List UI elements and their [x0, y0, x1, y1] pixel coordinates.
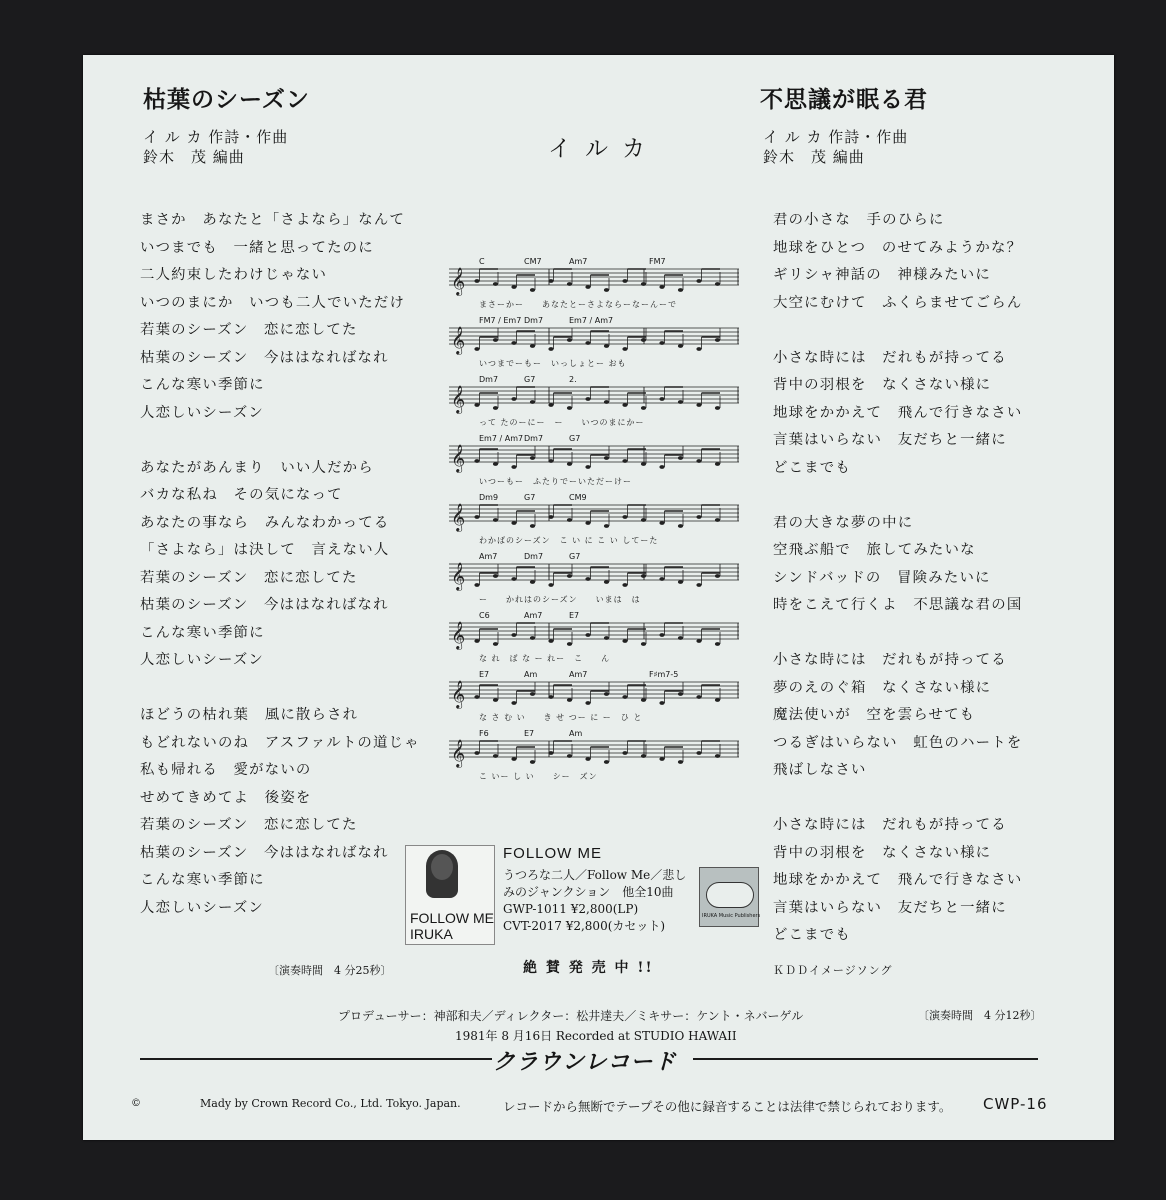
note-head: [641, 338, 646, 342]
staff-lines: [449, 255, 739, 299]
album-detail-line: みのジャンクション 他全10曲: [503, 885, 674, 899]
note-head: [474, 279, 479, 283]
note-head: [641, 406, 646, 410]
note-head: [622, 347, 627, 351]
treble-clef-icon: 𝄞: [451, 444, 466, 472]
note-head: [530, 400, 535, 404]
note-head: [678, 344, 683, 348]
lyric-line: こんな寒い季節に: [140, 624, 265, 641]
note-head: [622, 279, 627, 283]
staff-system: [449, 491, 744, 550]
chord-symbol: F6: [479, 729, 489, 738]
staff-lines: [449, 668, 739, 712]
staff-system: [449, 314, 744, 373]
note-head: [622, 583, 627, 587]
note-head: [585, 341, 590, 345]
note-head: [530, 524, 535, 528]
lyric-line: つるぎはいらない 虹色のハートを: [773, 734, 1023, 751]
note-head: [548, 751, 553, 755]
staff-system: [449, 373, 744, 432]
note-head: [715, 406, 720, 410]
catalog-number: CWP-16: [983, 1095, 1048, 1113]
album-cover-title: FOLLOW ME: [410, 910, 495, 926]
lyric-line: ほどうの枯れ葉 風に散らされ: [140, 707, 359, 723]
lyric-syllables: わかばのシーズン こ い に こ い してーた: [479, 536, 659, 545]
note-head: [678, 400, 683, 404]
note-head: [604, 456, 609, 460]
note-head: [548, 347, 553, 351]
note-head: [678, 636, 683, 640]
chord-symbol: E7: [569, 611, 580, 620]
chord-symbol: Am7: [569, 257, 588, 266]
album-cover-photo: [405, 845, 495, 945]
note-head: [678, 288, 683, 292]
note-head: [567, 754, 572, 758]
note-head: [678, 580, 683, 584]
album-detail-line: CVT-2017 ¥2,800(カセット): [503, 919, 666, 933]
note-head: [530, 760, 535, 764]
chord-symbol: C: [479, 257, 485, 266]
lyric-line: 背中の羽根を なくさない様に: [773, 844, 992, 861]
note-head: [567, 462, 572, 466]
note-head: [622, 515, 627, 519]
lyric-line: 背中の羽根を なくさない様に: [773, 377, 992, 393]
note-head: [715, 518, 720, 522]
lyric-line: 君の大きな夢の中に: [773, 514, 914, 531]
note-head: [604, 580, 609, 584]
chord-symbol: FM7: [649, 257, 666, 266]
copyright-mark: ©: [131, 1098, 141, 1109]
note-head: [604, 344, 609, 348]
note-head: [622, 403, 627, 407]
note-head: [585, 397, 590, 401]
record-sleeve: [83, 55, 1114, 1140]
lyric-line: 夢のえのぐ箱 なくさない様に: [773, 679, 992, 696]
staff-lines: [449, 609, 739, 653]
note-head: [641, 462, 646, 466]
note-head: [622, 751, 627, 755]
lyric-line: いつのまにか いつも二人でいただけ: [140, 294, 406, 311]
note-head: [548, 403, 553, 407]
note-head: [678, 456, 683, 460]
treble-clef-icon: 𝄞: [451, 385, 466, 413]
note-head: [659, 521, 664, 525]
note-head: [474, 695, 479, 699]
lyric-line: 地球をかかえて 飛んで行きなさい: [773, 872, 1023, 888]
note-head: [715, 698, 720, 702]
footer-rule-left: [140, 1058, 492, 1060]
chord-symbol: CM7: [524, 257, 542, 266]
note-head: [678, 760, 683, 764]
note-head: [585, 521, 590, 525]
note-head: [567, 518, 572, 522]
note-head: [696, 403, 701, 407]
note-head: [530, 580, 535, 584]
lyric-line: 若葉のシーズン 恋に恋してた: [140, 322, 358, 338]
album-detail-line: GWP-1011 ¥2,800(LP): [503, 902, 639, 916]
lyric-line: シンドバッドの 冒険みたいに: [773, 569, 991, 586]
note-head: [696, 515, 701, 519]
lyric-line: 小さな時には だれもが持ってる: [773, 349, 1007, 366]
note-head: [604, 288, 609, 292]
chord-symbol: Dm7: [524, 316, 544, 325]
note-head: [696, 751, 701, 755]
note-head: [511, 341, 516, 345]
treble-clef-icon: 𝄞: [451, 621, 466, 649]
lyric-line: あなたの事なら みんなわかってる: [140, 514, 390, 531]
note-head: [604, 400, 609, 404]
treble-clef-icon: 𝄞: [451, 267, 466, 295]
note-head: [659, 633, 664, 637]
note-head: [659, 757, 664, 761]
note-head: [659, 341, 664, 345]
right-song-title: 不思議が眠る君: [760, 86, 928, 113]
lyric-line: 人恋しいシーズン: [140, 652, 265, 668]
note-head: [585, 577, 590, 581]
lyric-line: 魔法使いが 空を雲らせても: [773, 707, 976, 723]
note-head: [678, 524, 683, 528]
note-head: [493, 642, 498, 646]
staff-system: [449, 550, 744, 609]
chord-symbol: Em7 / Am7: [479, 434, 524, 443]
note-head: [622, 459, 627, 463]
chord-symbol: Dm7: [524, 434, 544, 443]
note-head: [567, 406, 572, 410]
note-head: [548, 279, 553, 283]
recording-info: 1981年 8 月16日 Recorded at STUDIO HAWAII: [455, 1029, 737, 1043]
note-head: [493, 406, 498, 410]
note-head: [715, 574, 720, 578]
treble-clef-icon: 𝄞: [451, 739, 466, 767]
note-head: [567, 574, 572, 578]
note-head: [530, 456, 535, 460]
on-sale-notice: 絶 賛 発 売 中 !!: [523, 960, 654, 976]
treble-clef-icon: 𝄞: [451, 503, 466, 531]
left-song-credit-lyrics: イ ル カ 作詩・作曲: [143, 128, 289, 146]
chord-symbol: G7: [569, 434, 581, 443]
chord-symbol: Dm7: [524, 552, 544, 561]
note-head: [474, 751, 479, 755]
lyric-line: あなたがあんまり いい人だから: [140, 459, 374, 476]
lyric-line: 若葉のシーズン 恋に恋してた: [140, 569, 358, 586]
lyric-line: どこまでも: [773, 927, 851, 943]
treble-clef-icon: 𝄞: [451, 562, 466, 590]
lyric-line: 君の小さな 手のひらに: [773, 212, 945, 228]
lyric-syllables: まさーかー あなたとーさよならーなーんーで: [479, 300, 677, 309]
left-song-title: 枯葉のシーズン: [143, 86, 310, 113]
note-head: [696, 347, 701, 351]
note-head: [567, 282, 572, 286]
note-head: [493, 574, 498, 578]
company-line: Mady by Crown Record Co., Ltd. Tokyo. Japan.: [200, 1097, 461, 1110]
lyric-line: ギリシャ神話の 神様みたいに: [773, 267, 991, 283]
note-head: [715, 338, 720, 342]
lyric-line: 枯葉のシーズン 今ははなればなれ: [140, 349, 389, 366]
chord-symbol: E7: [524, 729, 535, 738]
note-head: [659, 465, 664, 469]
lyric-syllables: こ いー し い シー ズン: [479, 772, 598, 781]
lyric-line: 言葉はいらない 友だちと一緒に: [773, 432, 1007, 448]
note-head: [548, 695, 553, 699]
lyric-line: 枯葉のシーズン 今ははなればなれ: [140, 844, 389, 861]
lyric-line: 二人約束したわけじゃない: [140, 267, 328, 283]
note-head: [659, 397, 664, 401]
copy-notice: レコードから無断でテープその他に録音することは法律で禁じられております。: [503, 1099, 952, 1114]
lyric-syllables: ー かれはのシーズン いまは は: [479, 595, 641, 604]
note-head: [530, 692, 535, 696]
artist-name: イルカ: [548, 136, 659, 162]
album-detail-line: うつろな二人／Follow Me／悲し: [503, 868, 687, 882]
note-head: [548, 459, 553, 463]
treble-clef-icon: 𝄞: [451, 680, 466, 708]
chord-symbol: E7: [479, 670, 490, 679]
note-head: [641, 282, 646, 286]
staff-system: [449, 255, 744, 314]
chord-symbol: Am7: [479, 552, 498, 561]
note-head: [585, 701, 590, 705]
note-head: [641, 518, 646, 522]
lyric-line: もどれないのね アスファルトの道じゃ: [140, 734, 420, 751]
staff-system: [449, 727, 744, 786]
chord-symbol: C6: [479, 611, 490, 620]
note-head: [548, 515, 553, 519]
right-song-credit-arrange: 鈴木 茂 編曲: [763, 148, 865, 166]
note-head: [530, 636, 535, 640]
note-head: [696, 639, 701, 643]
note-head: [530, 288, 535, 292]
note-head: [511, 285, 516, 289]
note-head: [641, 754, 646, 758]
chord-symbol: CM9: [569, 493, 587, 502]
chord-symbol: G7: [524, 375, 536, 384]
note-head: [696, 459, 701, 463]
lyric-line: 空飛ぶ船で 旅してみたいな: [773, 542, 976, 558]
note-head: [474, 459, 479, 463]
note-head: [567, 338, 572, 342]
lyric-line: 飛ばしなさい: [773, 762, 867, 778]
right-song-credit-lyrics: イ ル カ 作詩・作曲: [763, 128, 909, 146]
note-head: [511, 465, 516, 469]
lyric-line: こんな寒い季節に: [140, 872, 265, 888]
album-cover-artist: IRUKA: [410, 926, 453, 942]
note-head: [604, 692, 609, 696]
right-song-duration: 〔演奏時間 4 分12秒〕: [918, 1009, 1042, 1022]
left-song-credit-arrange: 鈴木 茂 編曲: [143, 148, 245, 166]
note-head: [678, 692, 683, 696]
lyric-line: 人恋しいシーズン: [140, 899, 265, 916]
note-head: [511, 397, 516, 401]
lyric-line: 私も帰れる 愛がないの: [140, 762, 312, 778]
portrait-face: [431, 854, 453, 880]
chord-symbol: FM7 / Em7: [479, 316, 522, 325]
chord-symbol: F♯m7-5: [649, 670, 679, 679]
note-head: [585, 757, 590, 761]
chord-symbol: Am7: [524, 611, 543, 620]
note-head: [715, 462, 720, 466]
chord-symbol: Am7: [569, 670, 588, 679]
note-head: [511, 521, 516, 525]
lyric-syllables: いつまでーもー いっしょとー おも: [479, 359, 627, 368]
note-head: [474, 347, 479, 351]
cloud-icon: [706, 882, 754, 908]
chord-symbol: Am: [524, 670, 538, 679]
staff-credit: プロデューサー：神部和夫／ディレクター：松井達夫／ミキサー：ケント・ネバーゲル: [338, 1009, 804, 1023]
note-head: [715, 642, 720, 646]
note-head: [493, 338, 498, 342]
note-head: [715, 754, 720, 758]
note-head: [567, 642, 572, 646]
staff-system: [449, 609, 744, 668]
note-head: [511, 757, 516, 761]
left-song-duration: 〔演奏時間 4 分25秒〕: [268, 964, 392, 977]
lyric-line: 大空にむけて ふくらませてごらん: [773, 294, 1023, 311]
publisher-logo-caption: IRUKA Music Publishers: [702, 913, 761, 919]
note-head: [641, 698, 646, 702]
note-head: [511, 633, 516, 637]
note-head: [715, 282, 720, 286]
lyric-line: 若葉のシーズン 恋に恋してた: [140, 817, 358, 833]
note-head: [493, 754, 498, 758]
note-head: [493, 518, 498, 522]
publisher-logo: [699, 867, 759, 927]
lyric-syllables: な れ ば な ー れー こ ん: [479, 654, 611, 663]
staff-system: [449, 668, 744, 727]
note-head: [696, 583, 701, 587]
note-head: [659, 701, 664, 705]
right-song-tagline: ＫＤＤイメージソング: [773, 964, 893, 977]
lyric-line: 枯葉のシーズン 今ははなればなれ: [140, 597, 389, 613]
lyric-line: 小さな時には だれもが持ってる: [773, 652, 1007, 668]
staff-system: [449, 432, 744, 491]
note-head: [511, 701, 516, 705]
note-head: [474, 639, 479, 643]
note-head: [696, 279, 701, 283]
chord-symbol: Em7 / Am7: [569, 316, 614, 325]
staff-lines: [449, 727, 739, 771]
lyric-line: 小さな時には だれもが持ってる: [773, 817, 1007, 833]
chord-symbol: G7: [569, 552, 581, 561]
note-head: [493, 462, 498, 466]
lyric-line: どこまでも: [773, 459, 851, 476]
note-head: [604, 760, 609, 764]
lyric-line: せめてきめてよ 後姿を: [140, 789, 312, 806]
note-head: [641, 574, 646, 578]
sheet-music: [449, 255, 744, 786]
note-head: [474, 403, 479, 407]
lyric-line: 「さよなら」は決して 言えない人: [140, 542, 390, 558]
lyric-line: まさか あなたと「さよなら」なんて: [140, 212, 406, 228]
lyric-line: 時をこえて行くよ 不思議な君の国: [773, 597, 1023, 613]
lyric-line: バカな私ね その気になって: [140, 487, 343, 503]
lyric-line: 地球をひとつ のせてみようかな？: [773, 239, 1023, 256]
note-head: [622, 695, 627, 699]
lyric-syllables: って たのーにー ー いつのまにかー: [479, 418, 645, 427]
note-head: [641, 642, 646, 646]
chord-symbol: Am: [569, 729, 583, 738]
lyric-line: 人恋しいシーズン: [140, 404, 265, 421]
note-head: [604, 524, 609, 528]
chord-symbol: Dm7: [479, 375, 499, 384]
note-head: [622, 639, 627, 643]
note-head: [604, 636, 609, 640]
lyric-syllables: いつーもー ふたりでーいただーけー: [479, 477, 632, 486]
album-title: FOLLOW ME: [503, 845, 603, 862]
lyric-syllables: な さ む い き せ つー に ー ひ と: [479, 713, 643, 722]
note-head: [585, 285, 590, 289]
album-details: [503, 867, 686, 935]
chord-symbol: G7: [524, 493, 536, 502]
note-head: [696, 695, 701, 699]
note-head: [567, 698, 572, 702]
footer-rule-right: [693, 1058, 1038, 1060]
note-head: [511, 577, 516, 581]
lyric-line: 言葉はいらない 友だちと一緒に: [773, 899, 1007, 916]
lyric-line: 地球をかかえて 飛んで行きなさい: [773, 404, 1023, 421]
note-head: [474, 583, 479, 587]
note-head: [493, 698, 498, 702]
lyric-line: いつまでも 一緒と思ってたのに: [140, 239, 374, 256]
note-head: [474, 515, 479, 519]
lyric-line: こんな寒い季節に: [140, 377, 265, 393]
note-head: [530, 344, 535, 348]
note-head: [493, 282, 498, 286]
chord-symbol: Dm9: [479, 493, 499, 502]
chord-symbol: 2.: [569, 375, 577, 384]
note-head: [659, 577, 664, 581]
note-head: [659, 285, 664, 289]
note-head: [585, 465, 590, 469]
crown-records-logo: クラウンレコード: [493, 1050, 677, 1075]
note-head: [585, 633, 590, 637]
note-head: [548, 639, 553, 643]
note-head: [548, 583, 553, 587]
treble-clef-icon: 𝄞: [451, 326, 466, 354]
